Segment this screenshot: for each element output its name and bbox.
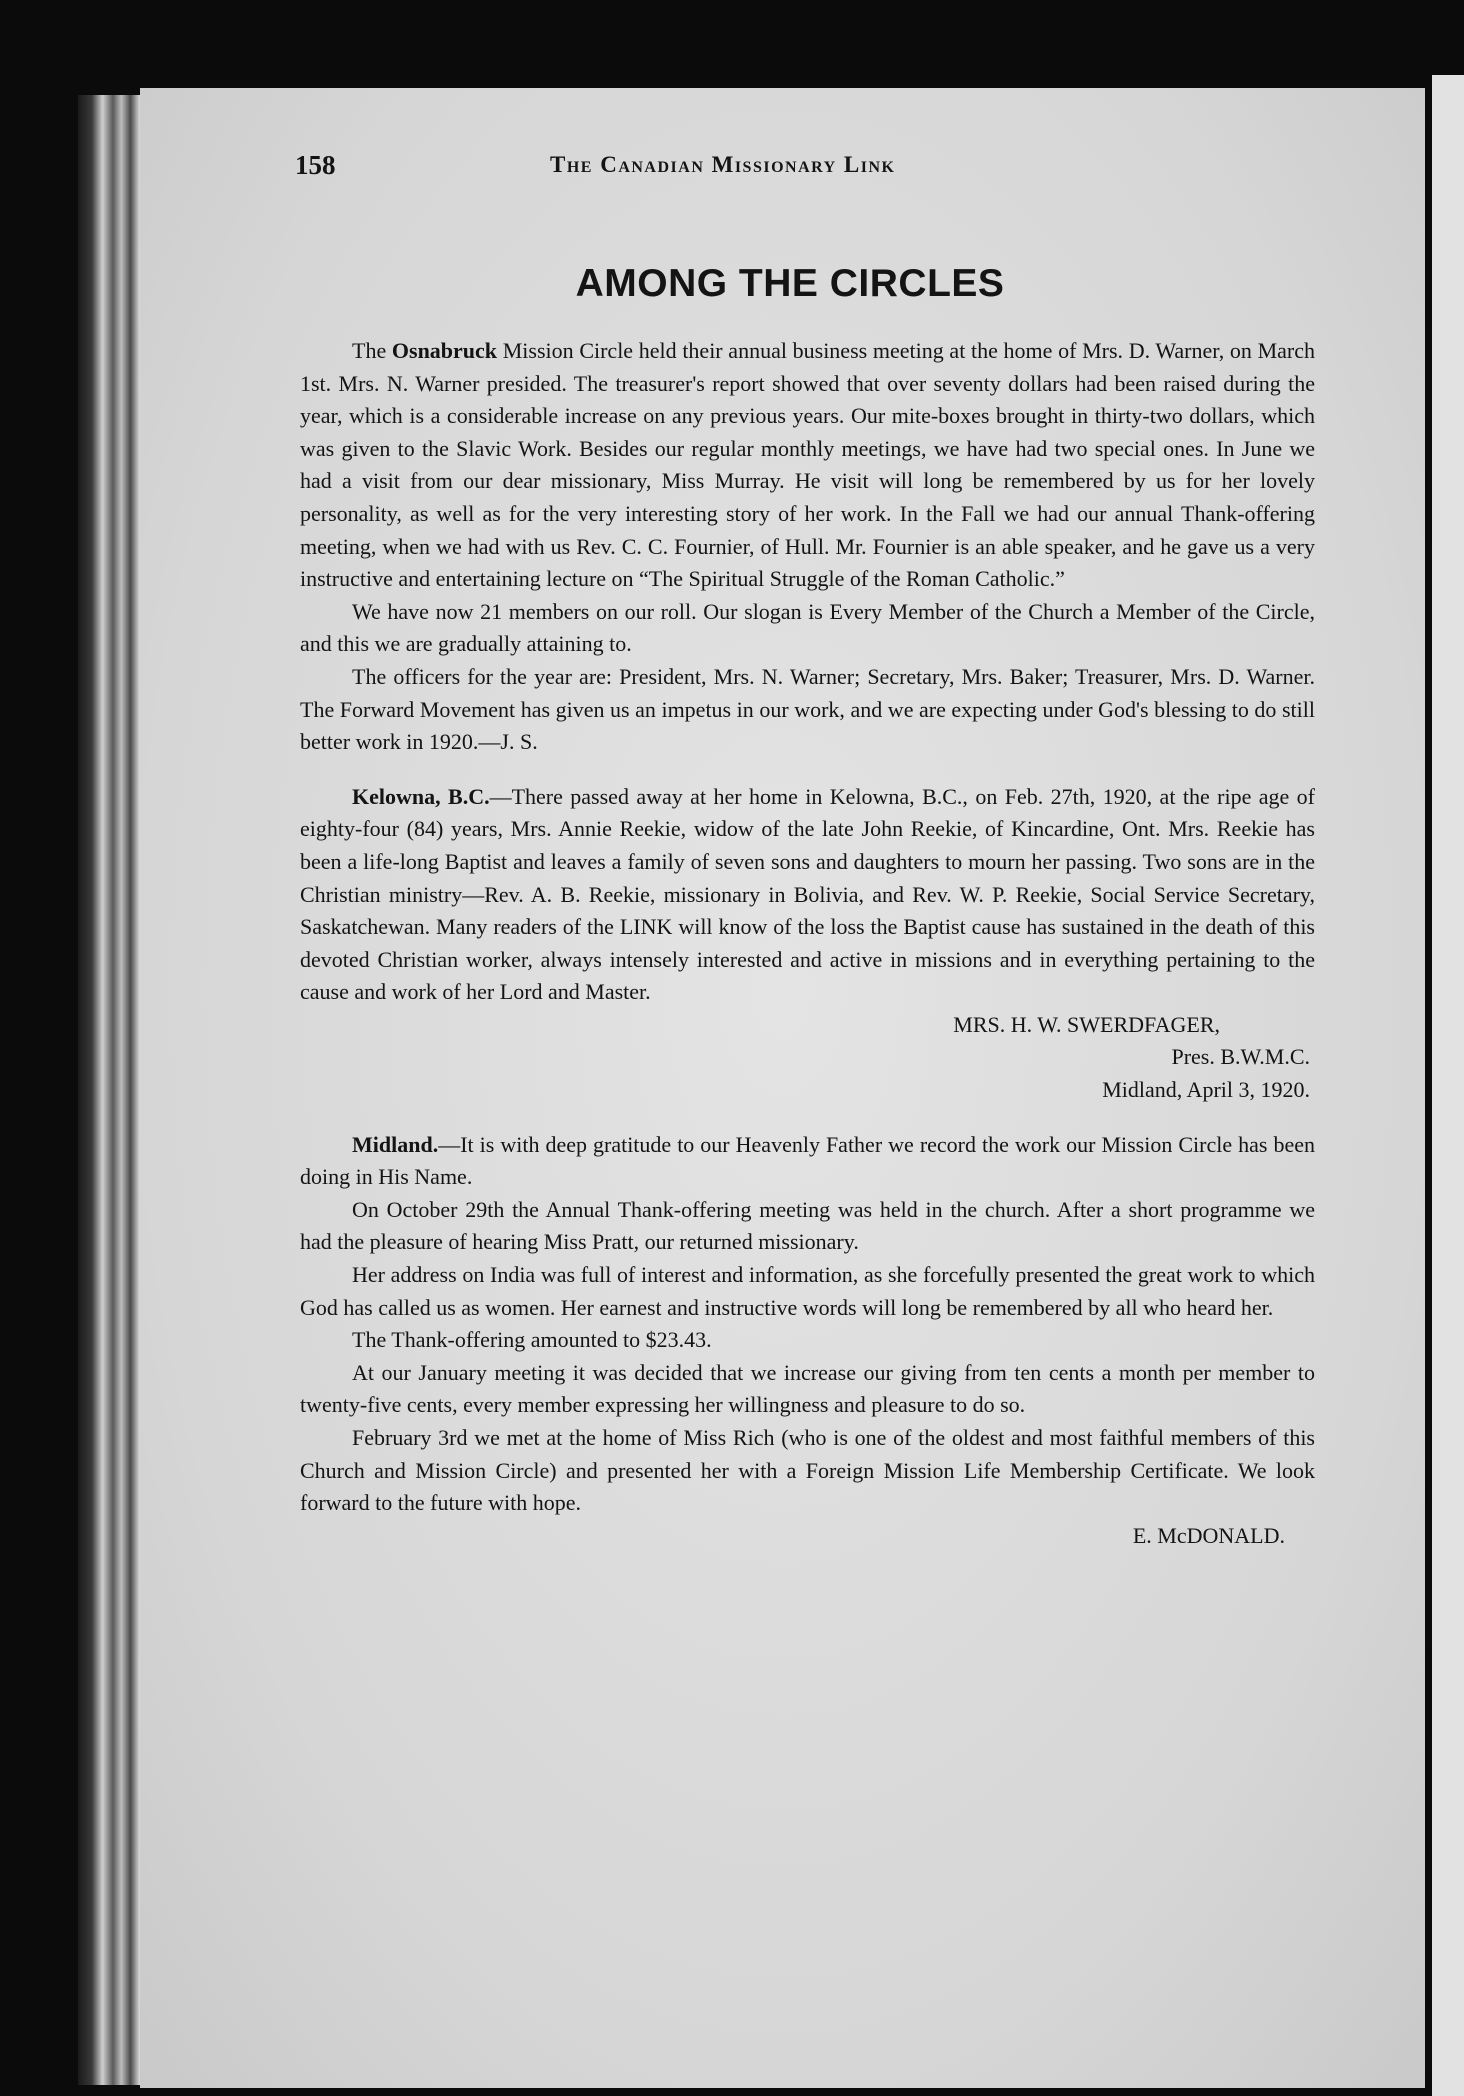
midland-paragraph-1 bbox=[300, 1129, 1315, 1194]
kelowna-signature-title: Pres. B.W.M.C. bbox=[1171, 1044, 1310, 1070]
midland-paragraph-5: At our January meeting it was decided that we increase our giving from ten cents a month per member to twenty-five cents, every member expressing her willingness and pleasure to do so. bbox=[300, 1359, 1315, 1418]
osnabruck-text-1: Mission Circle held their annual business meeting at the home of Mrs. D. Warner, on March 1st. Mrs. N. Warner presided. The treasurer's report showed that over seventy dollars had been raised during the year, which is a considerable increase on any previous years. Our mite-boxes brought in thirty-two dollars, which was given to the Slavic Work. Besides our regular monthly meetings, we have had two special ones. In June we had a visit from our dear missionary, Miss Murray. He visit will long be remembered by us for her lovely personality, as well as for the very interesting story of her work. In the Fall we had our annual Thank-offering meeting, when we had with us Rev. C. C. Fournier, of Hull. Mr. Fournier is an able speaker, and he gave us a very instructive and entertaining lecture on “The Spiritual Struggle of the Roman Catholic.” bbox=[300, 338, 1316, 592]
section-title: AMONG THE CIRCLES bbox=[575, 262, 1005, 305]
osnabruck-paragraph-3: The officers for the year are: President, Mrs. N. Warner; Secretary, Mrs. Baker; Treasurer, Mrs. D. Warner. The Forward Movement has given us an impetus in our work, and we are expecting under God's blessing to do still better work in 1920.—J. S. bbox=[300, 663, 1315, 755]
midland-text-1: —It is with deep gratitude to our Heavenly Father we record the work our Mission Circle has been doing in His Name. bbox=[300, 1131, 1315, 1190]
kelowna-text: —There passed away at her home in Kelowna, B.C., on Feb. 27th, 1920, at the ripe age of eighty-four (84) years, Mrs. Annie Reekie, widow of the late John Reekie, of Kincardine, Ont. Mrs. Reekie has been a life-long Baptist and leaves a family of seven sons and daughters to mourn her passing. Two sons are in the Christian ministry—Rev. A. B. Reekie, missionary in Bolivia, and Rev. W. P. Reekie, Social Service Secretary, Saskatchewan. Many readers of the LINK will know of the loss the Baptist cause has sustained in the death of this devoted Christian worker, always intensely interested and active in missions and in everything pertaining to the cause and work of her Lord and Master. bbox=[300, 783, 1315, 1005]
osnabruck-paragraph-1 bbox=[300, 335, 1315, 596]
midland-signature: E. McDONALD. bbox=[1132, 1522, 1285, 1548]
article-body bbox=[300, 335, 1315, 1552]
kelowna-paragraph bbox=[300, 781, 1315, 1009]
midland-paragraph-3: Her address on India was full of interest and information, as she forcefully presented the great work to which God has called us as women. Her earnest and instructive words will long be remembered by all who heard her. bbox=[300, 1262, 1315, 1320]
circle-name-kelowna: Kelowna, B.C. bbox=[352, 783, 490, 809]
osnabruck-paragraph-2: We have now 21 members on our roll. Our slogan is Every Member of the Church a Member of the Circle, and this we are gradually attaining to. bbox=[300, 598, 1315, 657]
circle-name-osnabruck: Osnabruck bbox=[391, 338, 498, 363]
page-number: 158 bbox=[295, 150, 336, 180]
lead-word: The bbox=[352, 338, 392, 363]
running-head bbox=[295, 150, 1285, 190]
circle-name-midland: Midland. bbox=[352, 1131, 439, 1157]
journal-title: The Canadian Missionary Link bbox=[550, 152, 896, 177]
midland-paragraph-2: On October 29th the Annual Thank-offering meeting was held in the church. After a short programme we had the pleasure of hearing Miss Pratt, our returned missionary. bbox=[300, 1196, 1315, 1255]
midland-dateline: Midland, April 3, 1920. bbox=[1102, 1077, 1310, 1103]
midland-paragraph-6: February 3rd we met at the home of Miss Rich (who is one of the oldest and most faithful members of this Church and Mission Circle) and presented her with a Foreign Mission Life Membership Certificate. We look forward to the future with hope. bbox=[300, 1425, 1315, 1516]
midland-paragraph-4: The Thank-offering amounted to $23.43. bbox=[352, 1327, 712, 1353]
kelowna-signature-name: MRS. H. W. SWERDFAGER, bbox=[953, 1011, 1220, 1037]
book-spine-edge bbox=[78, 95, 148, 2085]
facing-page-edge bbox=[1432, 75, 1464, 2096]
